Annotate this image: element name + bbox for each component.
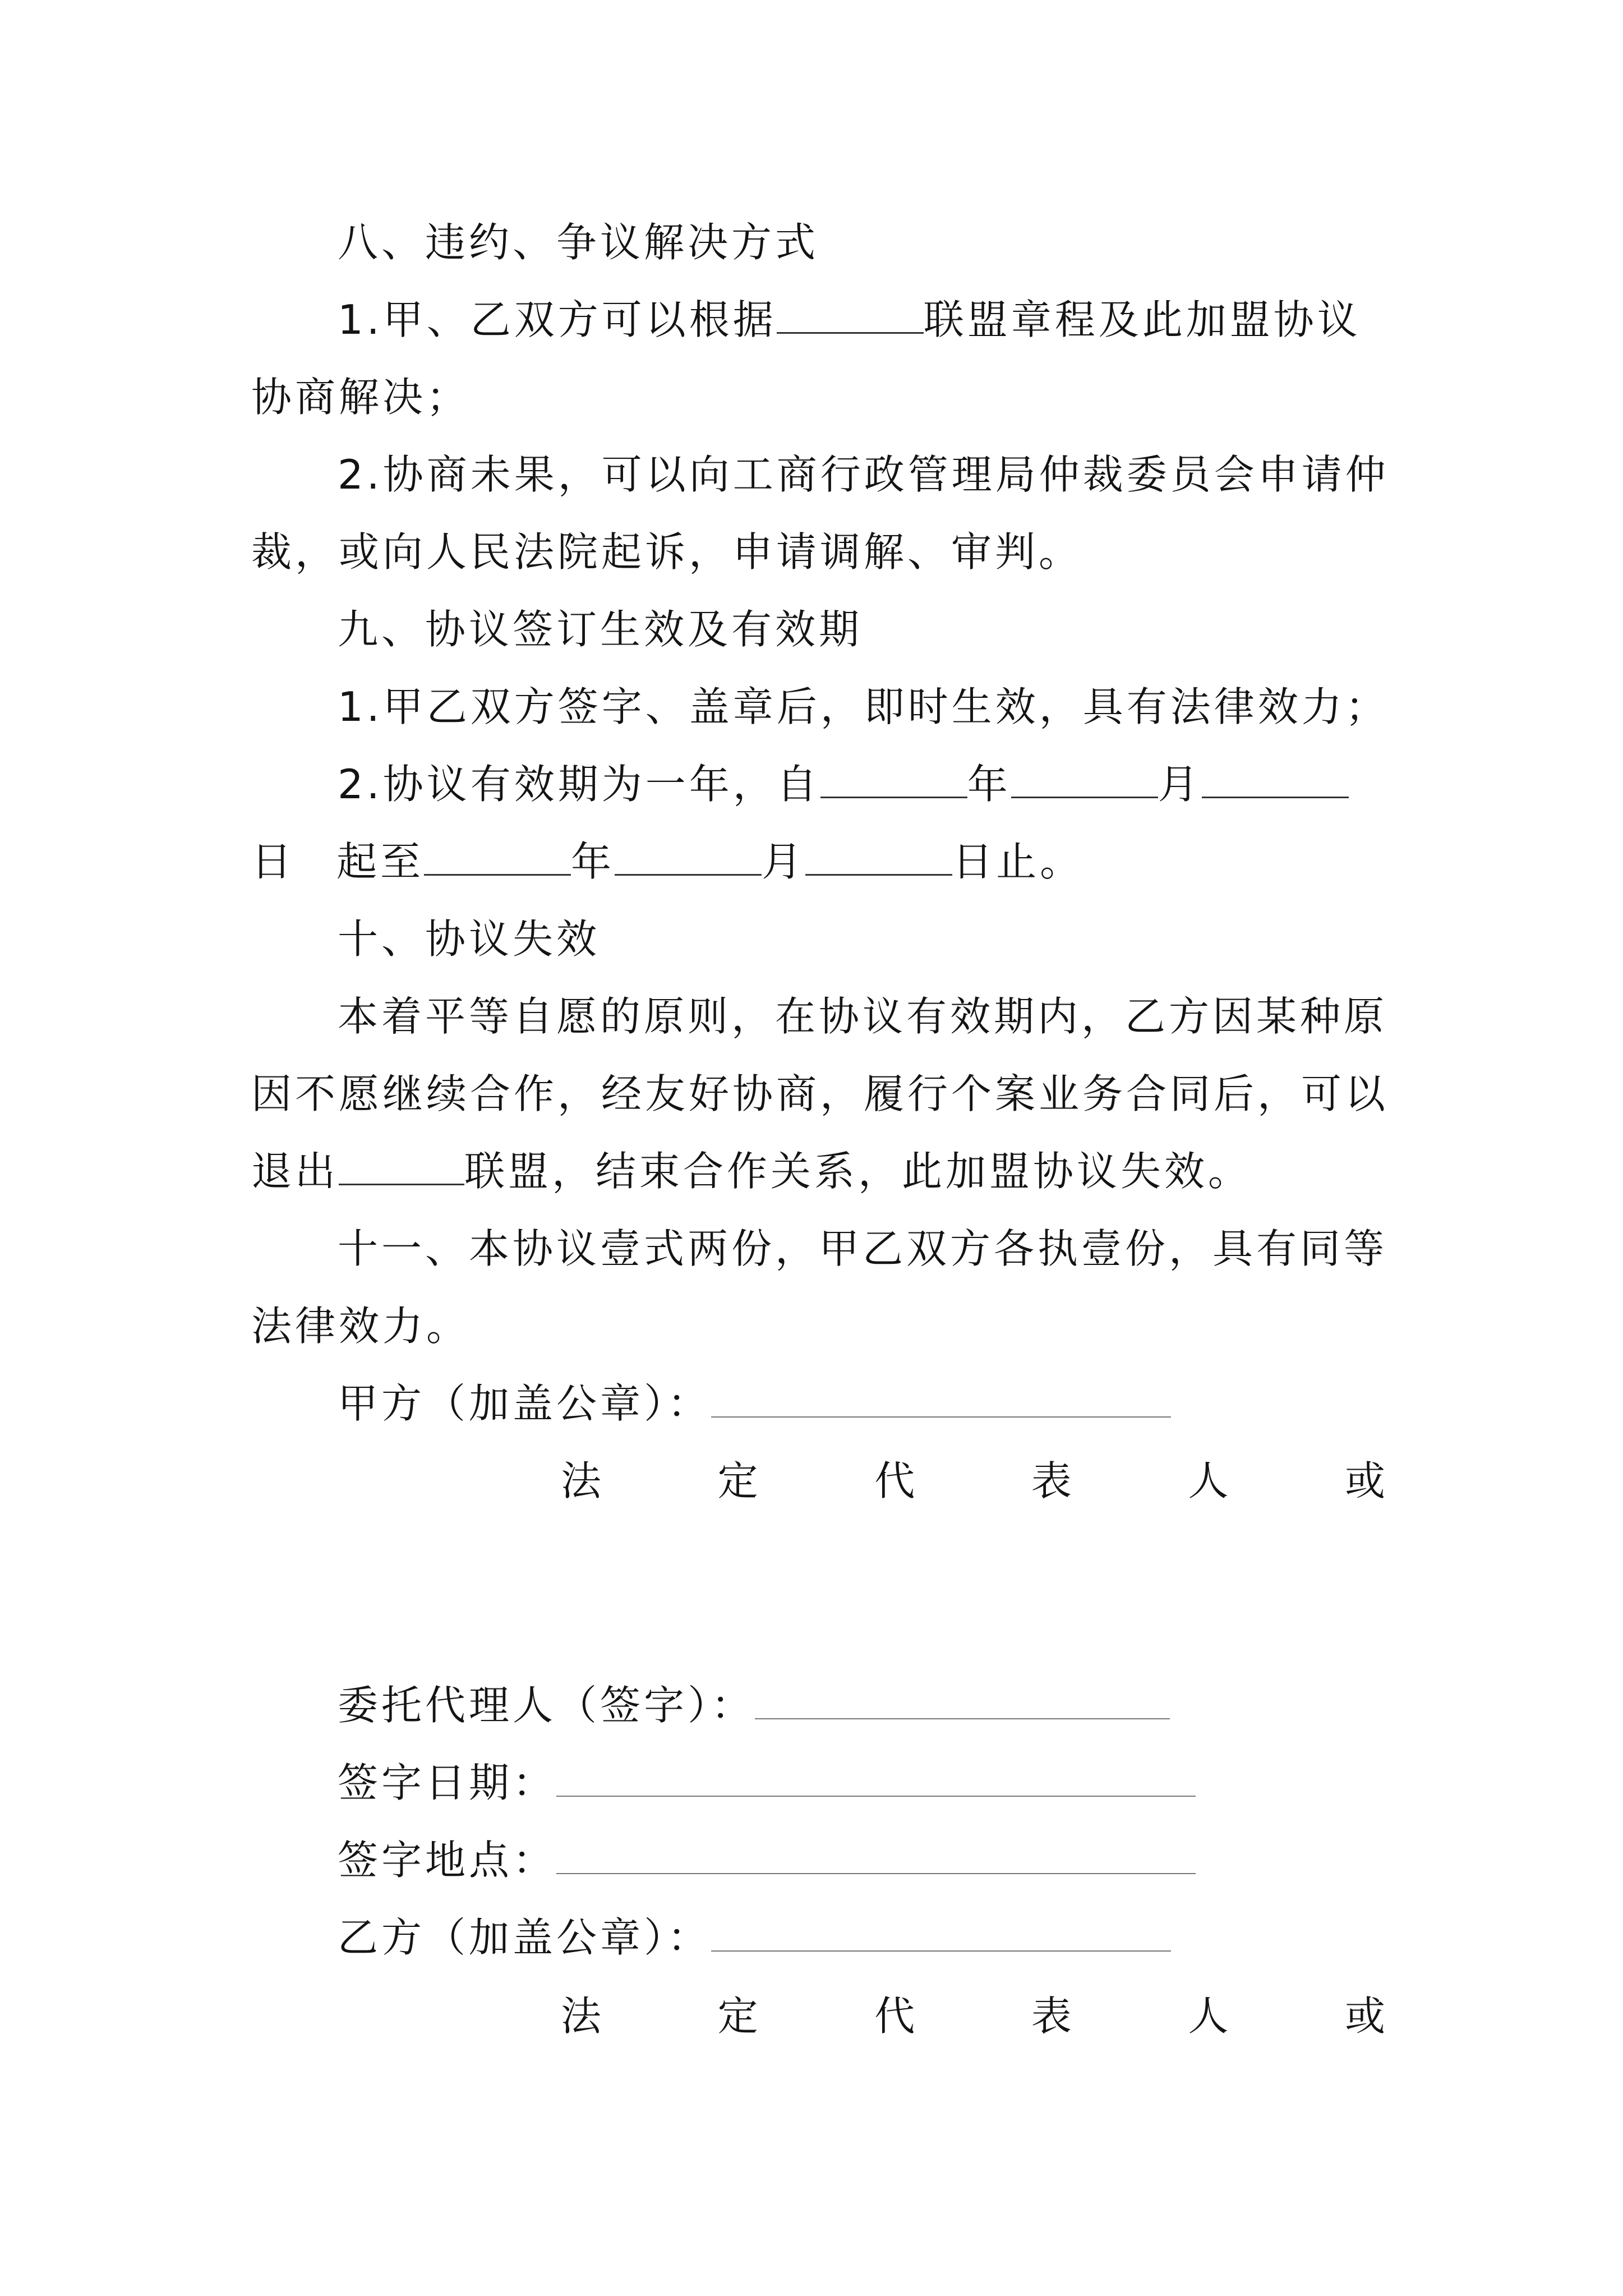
section-10-title: 十、协议失效: [338, 915, 601, 963]
sign-place-field[interactable]: [556, 1836, 1196, 1874]
fill-blank-end-year[interactable]: [424, 837, 571, 876]
section-8-clause-2: 2.协商未果，可以向工商行政管理局仲裁委员会申请仲: [338, 451, 1389, 498]
fill-blank-end-month[interactable]: [615, 837, 762, 876]
agent-sign-field[interactable]: [755, 1681, 1170, 1719]
party-b-seal-line: 乙方（加盖公章）：: [338, 1910, 1171, 1966]
party-b-legal-rep-line: 法 定 代 表 人 或: [561, 1993, 1385, 2040]
sign-date-field[interactable]: [556, 1759, 1196, 1797]
party-a-seal-field[interactable]: [711, 1379, 1171, 1418]
section-9-clause-2: 2.协议有效期为一年，自 年 月: [338, 756, 1349, 812]
section-8-clause-1: 1.甲、乙双方可以根据 联盟章程及此加盟协议: [338, 296, 1361, 343]
party-b-seal-field[interactable]: [711, 1913, 1171, 1952]
sign-date-line: 签字日期：: [338, 1755, 1196, 1811]
party-a-seal-line: 甲方（加盖公章）：: [338, 1375, 1171, 1432]
section-11-line-2: 法律效力。: [251, 1303, 471, 1350]
fill-blank-alliance-exit[interactable]: [339, 1147, 464, 1185]
section-10-para-line-2: 因不愿继续合作，经友好协商，履行个案业务合同后，可以: [251, 1070, 1389, 1117]
agent-sign-line: 委托代理人（签字）：: [338, 1677, 1170, 1733]
section-10-para-line-3: 退出 联盟，结束合作关系，此加盟协议失效。: [251, 1148, 1252, 1195]
section-8-clause-1-cont: 协商解决；: [251, 374, 471, 421]
fill-blank-end-day[interactable]: [805, 837, 952, 876]
section-10-para-line-1: 本着平等自愿的原则，在协议有效期内，乙方因某种原: [338, 993, 1388, 1040]
sign-place-line: 签字地点：: [338, 1832, 1196, 1888]
fill-blank-alliance[interactable]: [777, 295, 924, 334]
fill-blank-start-month[interactable]: [1011, 760, 1158, 798]
section-9-clause-2-cont: 日 起至 年 月 日止。: [251, 838, 1084, 885]
party-a-legal-rep-line: 法 定 代 表 人 或: [561, 1457, 1385, 1504]
section-9-title: 九、协议签订生效及有效期: [338, 606, 863, 653]
fill-blank-start-year[interactable]: [820, 760, 967, 798]
section-9-clause-1: 1.甲乙双方签字、盖章后，即时生效，具有法律效力；: [338, 683, 1389, 730]
section-11-line-1: 十一、本协议壹式两份，甲乙双方各执壹份，具有同等: [338, 1225, 1388, 1272]
section-8-clause-2-cont: 裁，或向人民法院起诉，申请调解、审判。: [251, 528, 1083, 576]
section-8-title: 八、违约、争议解决方式: [338, 219, 819, 266]
fill-blank-start-day[interactable]: [1202, 760, 1349, 798]
